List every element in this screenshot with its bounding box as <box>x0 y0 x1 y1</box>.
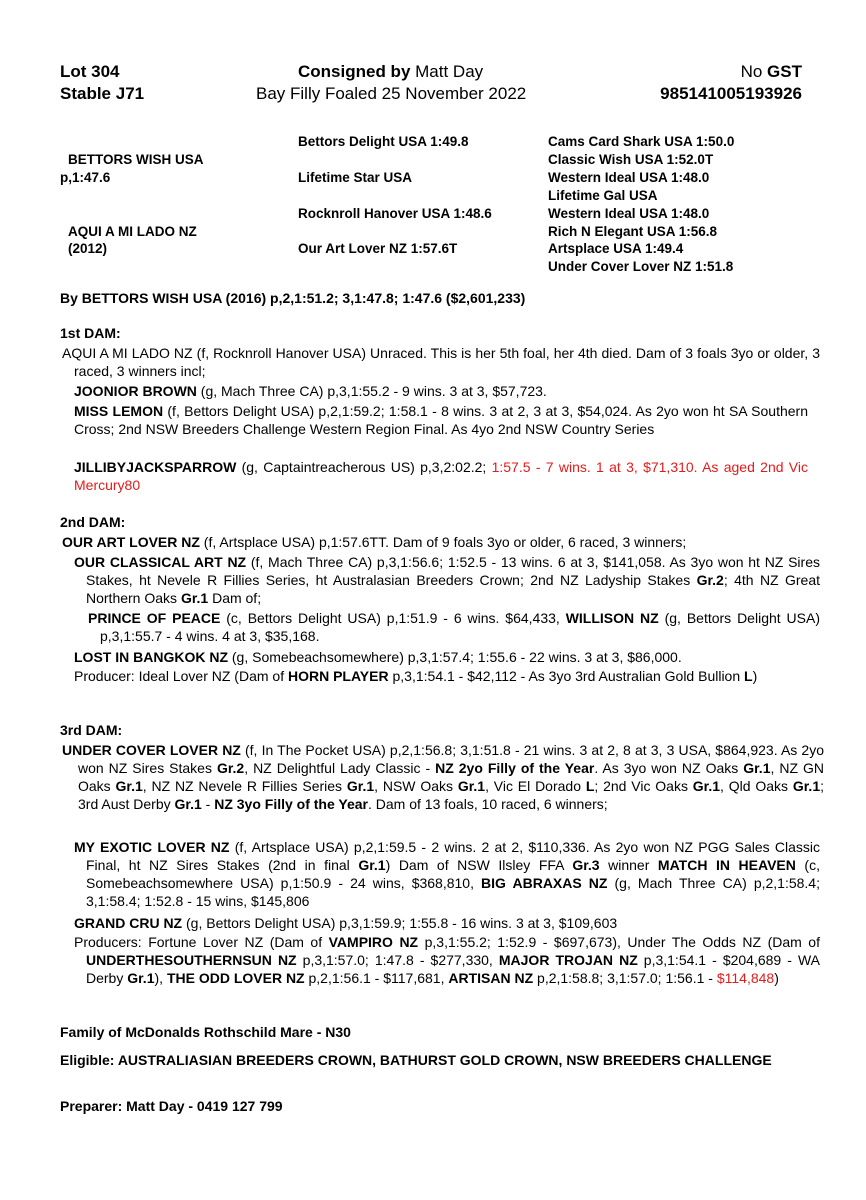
horse-description: Bay Filly Foaled 25 November 2022 <box>256 84 527 103</box>
consigned-by <box>298 62 483 82</box>
pedigree-gen3-2: Classic Wish USA 1:52.0T <box>548 152 714 167</box>
pedigree-gen2-4: Our Art Lover NZ 1:57.6T <box>298 241 458 256</box>
lot-number: Lot 304 <box>60 62 120 81</box>
no-label: No <box>740 62 763 81</box>
consigned-label: Consigned by <box>298 62 411 81</box>
pedigree-gen3-3: Western Ideal USA 1:48.0 <box>548 170 710 185</box>
gst-status <box>741 62 802 82</box>
pedigree-gen3-6: Rich N Elegant USA 1:56.8 <box>548 224 718 239</box>
pedigree-gen3-7: Artsplace USA 1:49.4 <box>548 241 684 256</box>
sire-record: p,1:47.6 <box>60 170 111 185</box>
sire-summary: By BETTORS WISH USA (2016) p,2,1:51.2; 3,1:47.8; 1:47.6 ($2,601,233) <box>60 290 526 306</box>
progeny-name: MISS LEMON <box>74 403 164 419</box>
microchip-number: 985141005193926 <box>660 84 802 103</box>
pedigree-gen2-1: Bettors Delight USA 1:49.8 <box>298 134 469 149</box>
gst-label: GST <box>767 62 802 81</box>
sire-name: BETTORS WISH USA <box>68 152 204 167</box>
dam2-heading: 2nd DAM: <box>60 514 126 530</box>
stable: Stable J71 <box>60 84 145 103</box>
progeny-name: OUR CLASSICAL ART NZ <box>74 554 247 570</box>
pedigree-gen2-3: Rocknroll Hanover USA 1:48.6 <box>298 206 492 221</box>
preparer-line: Preparer: Matt Day - 0419 127 799 <box>60 1098 283 1114</box>
dam2-progeny-2: LOST IN BANGKOK NZ (g, Somebeachsomewhere) p,3,1:57.4; 1:55.6 - 22 wins. 3 at 3, $86,000. <box>74 649 682 665</box>
dam2-grand-progeny: PRINCE OF PEACE (c, Bettors Delight USA) p,1:51.9 - 6 wins. $64,433, WILLISON NZ (g, Bettors Delight USA) p,3,1:55.7 - 4 wins. 4 at 3, $35,168. <box>88 610 820 644</box>
family-line: Family of McDonalds Rothschild Mare - N30 <box>60 1024 351 1040</box>
dam1-progeny-3: JILLIBYJACKSPARROW (g, Captaintreacherous US) p,3,2:02.2; 1:57.5 - 7 wins. 1 at 3, $71,310. As aged 2nd Vic Mercury80 <box>74 459 809 493</box>
pedigree-gen3-5: Western Ideal USA 1:48.0 <box>548 206 710 221</box>
pedigree-gen3-1: Cams Card Shark USA 1:50.0 <box>548 134 735 149</box>
dam3-progeny-2: GRAND CRU NZ (g, Bettors Delight USA) p,3,1:59.9; 1:55.8 - 16 wins. 3 at 3, $109,603 <box>74 915 618 931</box>
pedigree-gen3-8: Under Cover Lover NZ 1:51.8 <box>548 259 734 274</box>
progeny-name: JILLIBYJACKSPARROW <box>74 459 237 475</box>
consignor-name: Matt Day <box>415 62 484 81</box>
progeny-name: LOST IN BANGKOK NZ <box>74 649 228 665</box>
dam-name: AQUI A MI LADO NZ <box>68 224 197 239</box>
pedigree-gen3-4: Lifetime Gal USA <box>548 188 658 203</box>
progeny-name: GRAND CRU NZ <box>74 915 183 931</box>
dam1-heading: 1st DAM: <box>60 325 121 341</box>
red-highlight: 1:57.5 - 7 wins. 1 at 3, $71,310. As aged 2nd Vic Mercury80 <box>74 459 809 493</box>
eligible-line: Eligible: AUSTRALIASIAN BREEDERS CROWN, BATHURST GOLD CROWN, NSW BREEDERS CHALLENGE <box>60 1052 772 1068</box>
dam3-producers: Producers: Fortune Lover NZ (Dam of VAMPIRO NZ p,3,1:55.2; 1:52.9 - $697,673), Under The Odds NZ (Dam of UNDERTHESOUTHERNSUN NZ p,3,1:57.0; 1:47.8 - $277,330, MAJOR TROJAN NZ p,3,1:54.1 - $204,689 - WA Derby Gr.1), THE ODD LOVER NZ p,2,1:56.1 - $117,681, ARTISAN NZ p,2,1:58.8; 3,1:57.0; 1:56.1 - $114,848) <box>74 934 820 986</box>
dam2-progeny-1: OUR CLASSICAL ART NZ (f, Mach Three CA) p,3,1:56.6; 1:52.5 - 13 wins. 6 at 3, $141,058. As 3yo won ht NZ Sires Stakes, ht Nevele R Fillies Series, ht Australasian Breeders Crown; 2nd NZ Ladyship Stakes Gr.2; 4th NZ Great Northern Oaks Gr.1 Dam of; <box>74 554 820 606</box>
red-highlight: $114,848 <box>716 970 775 986</box>
dam3-intro: UNDER COVER LOVER NZ (f, In The Pocket USA) p,2,1:56.8; 3,1:51.8 - 21 wins. 3 at 2, 8 at 3, 3 USA, $864,923. As 2yo won NZ Sires Stakes Gr.2, NZ Delightful Lady Classic - NZ 2yo Filly of the Year. As 3yo won NZ Oaks Gr.1, NZ GN Oaks Gr.1, NZ NZ Nevele R Fillies Series Gr.1, NSW Oaks Gr.1, Vic El Dorado L; 2nd Vic Oaks Gr.1, Qld Oaks Gr.1; 3rd Aust Derby Gr.1 - NZ 3yo Filly of the Year. Dam of 13 foals, 10 raced, 6 winners; <box>62 742 825 812</box>
dam3-progeny-1: MY EXOTIC LOVER NZ (f, Artsplace USA) p,2,1:59.5 - 2 wins. 2 at 2, $110,336. As 2yo won NZ PGG Sales Classic Final, ht NZ Sires Stakes (2nd in final Gr.1) Dam of NSW Ilsley FFA Gr.3 winner MATCH IN HEAVEN (c, Somebeachsomewhere USA) p,1:50.9 - 24 wins, $368,810, BIG ABRAXAS NZ (g, Mach Three CA) p,2,1:58.4; 3,1:58.4; 1:52.8 - 15 wins, $145,806 <box>74 839 820 909</box>
progeny-name: JOONIOR BROWN <box>74 383 197 399</box>
dam-year: (2012) <box>68 241 108 256</box>
dam1-progeny-1: JOONIOR BROWN (g, Mach Three CA) p,3,1:55.2 - 9 wins. 3 at 3, $57,723. <box>74 383 547 399</box>
dam1-progeny-2: MISS LEMON (f, Bettors Delight USA) p,2,1:59.2; 1:58.1 - 8 wins. 3 at 2, 3 at 3, $54,024. As 2yo won ht SA Southern Cross; 2nd NSW Breeders Challenge Western Region Final. As 4yo 2nd NSW Country Series <box>74 403 808 437</box>
dam3-heading: 3rd DAM: <box>60 722 123 738</box>
progeny-name: MY EXOTIC LOVER NZ <box>74 839 230 855</box>
dam2-producer: Producer: Ideal Lover NZ (Dam of HORN PLAYER p,3,1:54.1 - $42,112 - As 3yo 3rd Australian Gold Bullion L) <box>74 668 758 684</box>
pedigree-gen2-2: Lifetime Star USA <box>298 170 413 185</box>
dam1-intro: AQUI A MI LADO NZ (f, Rocknroll Hanover USA) Unraced. This is her 5th foal, her 4th died. Dam of 3 foals 3yo or older, 3 raced, 3 winners incl; <box>62 345 820 379</box>
dam2-intro: OUR ART LOVER NZ (f, Artsplace USA) p,1:57.6TT. Dam of 9 foals 3yo or older, 6 raced, 3 winners; <box>62 534 687 550</box>
